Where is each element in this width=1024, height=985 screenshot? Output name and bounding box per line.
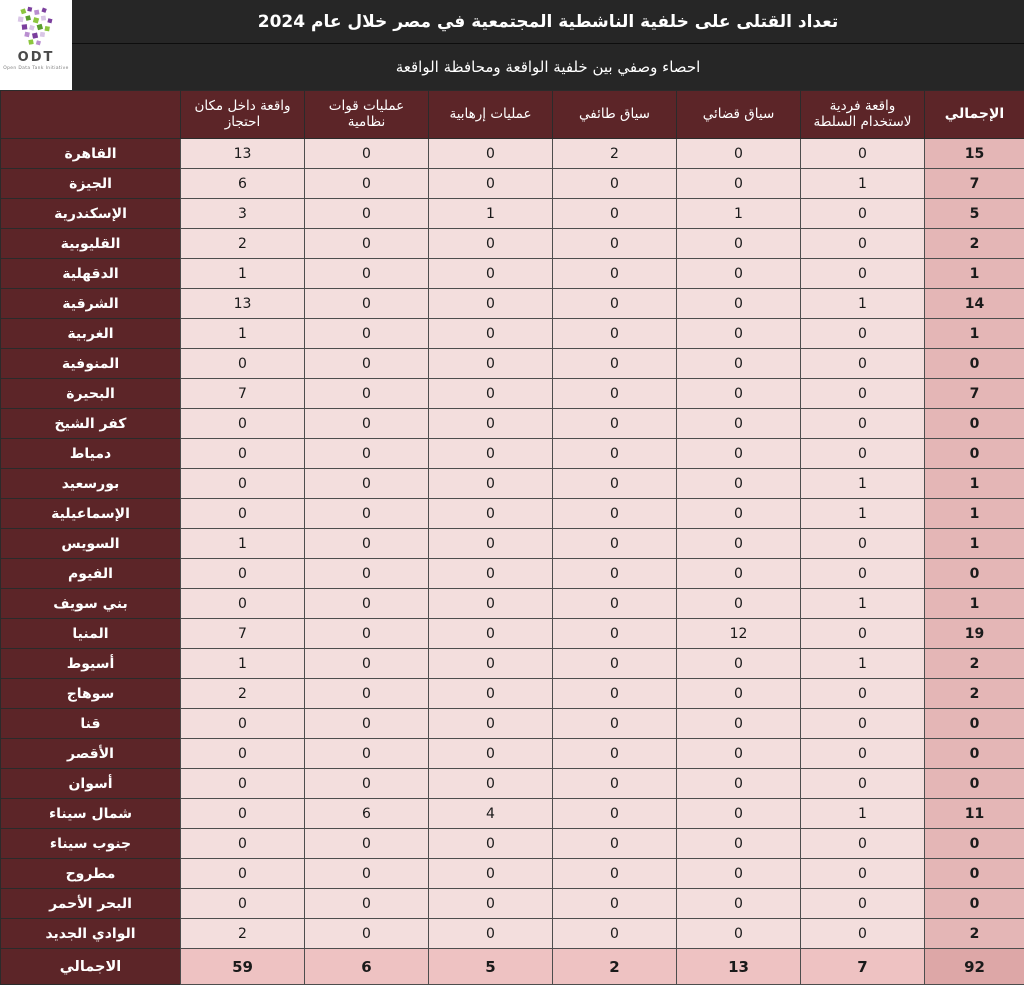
cell-individual-authority: 0 bbox=[801, 859, 925, 889]
cell-judicial: 0 bbox=[677, 529, 801, 559]
cell-governorate-name: دمياط bbox=[1, 439, 181, 469]
cell-regular-forces: 0 bbox=[305, 829, 429, 859]
cell-judicial: 0 bbox=[677, 439, 801, 469]
table-row bbox=[1, 859, 1024, 889]
total-cell-judicial: 13 bbox=[677, 949, 801, 985]
cell-regular-forces: 0 bbox=[305, 919, 429, 949]
cell-governorate-name: الدقهلية bbox=[1, 259, 181, 289]
column-header-terrorist: عمليات إرهابية bbox=[429, 91, 553, 139]
cell-individual-authority: 0 bbox=[801, 739, 925, 769]
cell-total: 1 bbox=[925, 259, 1024, 289]
cell-judicial: 0 bbox=[677, 559, 801, 589]
cell-sectarian: 0 bbox=[553, 649, 677, 679]
cell-individual-authority: 1 bbox=[801, 589, 925, 619]
cell-individual-authority: 0 bbox=[801, 259, 925, 289]
cell-terrorist: 0 bbox=[429, 919, 553, 949]
column-header-sectarian: سياق طائفي bbox=[553, 91, 677, 139]
cell-sectarian: 0 bbox=[553, 409, 677, 439]
cell-governorate-name: الإسماعيلية bbox=[1, 499, 181, 529]
cell-total: 1 bbox=[925, 319, 1024, 349]
table-row bbox=[1, 529, 1024, 559]
table-row bbox=[1, 259, 1024, 289]
cell-judicial: 0 bbox=[677, 769, 801, 799]
cell-terrorist: 0 bbox=[429, 439, 553, 469]
cell-sectarian: 0 bbox=[553, 349, 677, 379]
cell-total: 0 bbox=[925, 409, 1024, 439]
cell-total: 2 bbox=[925, 679, 1024, 709]
total-cell-regular-forces: 6 bbox=[305, 949, 429, 985]
cell-total: 7 bbox=[925, 169, 1024, 199]
cell-regular-forces: 0 bbox=[305, 619, 429, 649]
table-row bbox=[1, 349, 1024, 379]
cell-judicial: 0 bbox=[677, 859, 801, 889]
cell-in-detention: 0 bbox=[181, 829, 305, 859]
cell-governorate-name: قنا bbox=[1, 709, 181, 739]
cell-terrorist: 0 bbox=[429, 769, 553, 799]
cell-individual-authority: 0 bbox=[801, 439, 925, 469]
cell-sectarian: 0 bbox=[553, 319, 677, 349]
cell-total: 0 bbox=[925, 889, 1024, 919]
cell-in-detention: 0 bbox=[181, 889, 305, 919]
cell-total: 0 bbox=[925, 829, 1024, 859]
cell-total: 2 bbox=[925, 919, 1024, 949]
table-row bbox=[1, 169, 1024, 199]
table-row bbox=[1, 799, 1024, 829]
cell-in-detention: 0 bbox=[181, 409, 305, 439]
table-row bbox=[1, 589, 1024, 619]
cell-judicial: 0 bbox=[677, 649, 801, 679]
cell-terrorist: 0 bbox=[429, 589, 553, 619]
cell-sectarian: 0 bbox=[553, 859, 677, 889]
cell-individual-authority: 0 bbox=[801, 139, 925, 169]
table-header bbox=[1, 91, 1024, 139]
table-row bbox=[1, 379, 1024, 409]
cell-judicial: 0 bbox=[677, 919, 801, 949]
table-row bbox=[1, 739, 1024, 769]
column-header-regular-forces: عمليات قوات نظامية bbox=[305, 91, 429, 139]
cell-terrorist: 0 bbox=[429, 859, 553, 889]
cell-judicial: 0 bbox=[677, 799, 801, 829]
cell-in-detention: 0 bbox=[181, 589, 305, 619]
cell-sectarian: 0 bbox=[553, 799, 677, 829]
cell-regular-forces: 0 bbox=[305, 709, 429, 739]
cell-individual-authority: 1 bbox=[801, 499, 925, 529]
cell-total: 0 bbox=[925, 709, 1024, 739]
table-footer bbox=[1, 949, 1024, 985]
table-body bbox=[1, 139, 1024, 949]
cell-individual-authority: 0 bbox=[801, 679, 925, 709]
cell-in-detention: 0 bbox=[181, 499, 305, 529]
cell-governorate-name: شمال سيناء bbox=[1, 799, 181, 829]
cell-governorate-name: القاهرة bbox=[1, 139, 181, 169]
cell-in-detention: 13 bbox=[181, 139, 305, 169]
cell-in-detention: 0 bbox=[181, 469, 305, 499]
killings-by-governorate-table bbox=[0, 90, 1024, 985]
odt-logo bbox=[0, 0, 72, 90]
table-row bbox=[1, 469, 1024, 499]
cell-regular-forces: 0 bbox=[305, 199, 429, 229]
cell-terrorist: 0 bbox=[429, 499, 553, 529]
cell-individual-authority: 0 bbox=[801, 709, 925, 739]
cell-regular-forces: 0 bbox=[305, 649, 429, 679]
cell-judicial: 0 bbox=[677, 349, 801, 379]
cell-governorate-name: بورسعيد bbox=[1, 469, 181, 499]
cell-in-detention: 0 bbox=[181, 769, 305, 799]
cell-in-detention: 3 bbox=[181, 199, 305, 229]
cell-in-detention: 1 bbox=[181, 319, 305, 349]
cell-in-detention: 7 bbox=[181, 619, 305, 649]
cell-governorate-name: جنوب سيناء bbox=[1, 829, 181, 859]
cell-judicial: 0 bbox=[677, 169, 801, 199]
cell-total: 1 bbox=[925, 529, 1024, 559]
cell-governorate-name: البحيرة bbox=[1, 379, 181, 409]
cell-total: 0 bbox=[925, 559, 1024, 589]
cell-in-detention: 2 bbox=[181, 229, 305, 259]
cell-governorate-name: السويس bbox=[1, 529, 181, 559]
cell-sectarian: 0 bbox=[553, 769, 677, 799]
cell-judicial: 0 bbox=[677, 409, 801, 439]
cell-sectarian: 0 bbox=[553, 439, 677, 469]
cell-in-detention: 2 bbox=[181, 919, 305, 949]
cell-individual-authority: 0 bbox=[801, 889, 925, 919]
cell-governorate-name: الغربية bbox=[1, 319, 181, 349]
cell-sectarian: 0 bbox=[553, 199, 677, 229]
cell-governorate-name: الفيوم bbox=[1, 559, 181, 589]
cell-governorate-name: مطروح bbox=[1, 859, 181, 889]
table-row bbox=[1, 709, 1024, 739]
cell-regular-forces: 0 bbox=[305, 379, 429, 409]
subtitle-band bbox=[0, 44, 1024, 90]
cell-terrorist: 0 bbox=[429, 349, 553, 379]
cell-judicial: 12 bbox=[677, 619, 801, 649]
cell-terrorist: 0 bbox=[429, 679, 553, 709]
cell-judicial: 0 bbox=[677, 889, 801, 919]
cell-regular-forces: 0 bbox=[305, 739, 429, 769]
column-header-in-detention: واقعة داخل مكان احتجاز bbox=[181, 91, 305, 139]
table-row bbox=[1, 289, 1024, 319]
odt-tagline: Open Data Tank Initiative bbox=[3, 66, 69, 71]
cell-sectarian: 0 bbox=[553, 619, 677, 649]
cell-sectarian: 0 bbox=[553, 229, 677, 259]
cell-terrorist: 0 bbox=[429, 529, 553, 559]
table-row bbox=[1, 319, 1024, 349]
cell-regular-forces: 0 bbox=[305, 559, 429, 589]
cell-terrorist: 0 bbox=[429, 139, 553, 169]
cell-sectarian: 2 bbox=[553, 139, 677, 169]
cell-regular-forces: 0 bbox=[305, 859, 429, 889]
cell-judicial: 1 bbox=[677, 199, 801, 229]
cell-governorate-name: القليوبية bbox=[1, 229, 181, 259]
cell-total: 15 bbox=[925, 139, 1024, 169]
cell-regular-forces: 0 bbox=[305, 679, 429, 709]
cell-sectarian: 0 bbox=[553, 289, 677, 319]
total-cell-sectarian: 2 bbox=[553, 949, 677, 985]
column-header-judicial: سياق قضائي bbox=[677, 91, 801, 139]
cell-judicial: 0 bbox=[677, 829, 801, 859]
cell-terrorist: 0 bbox=[429, 889, 553, 919]
cell-in-detention: 0 bbox=[181, 559, 305, 589]
cell-terrorist: 4 bbox=[429, 799, 553, 829]
cell-regular-forces: 0 bbox=[305, 289, 429, 319]
title-band bbox=[0, 0, 1024, 44]
cell-terrorist: 0 bbox=[429, 169, 553, 199]
table-row bbox=[1, 229, 1024, 259]
cell-regular-forces: 0 bbox=[305, 769, 429, 799]
cell-total: 14 bbox=[925, 289, 1024, 319]
cell-judicial: 0 bbox=[677, 589, 801, 619]
page-subtitle: احصاء وصفي بين خلفية الواقعة ومحافظة الواقعة bbox=[72, 44, 1024, 90]
cell-judicial: 0 bbox=[677, 319, 801, 349]
cell-regular-forces: 0 bbox=[305, 169, 429, 199]
total-cell-in-detention: 59 bbox=[181, 949, 305, 985]
cell-in-detention: 0 bbox=[181, 739, 305, 769]
cell-regular-forces: 0 bbox=[305, 439, 429, 469]
cell-governorate-name: الشرقية bbox=[1, 289, 181, 319]
cell-sectarian: 0 bbox=[553, 379, 677, 409]
cell-terrorist: 0 bbox=[429, 289, 553, 319]
cell-governorate-name: سوهاج bbox=[1, 679, 181, 709]
cell-governorate-name: الإسكندرية bbox=[1, 199, 181, 229]
cell-in-detention: 0 bbox=[181, 709, 305, 739]
cell-in-detention: 1 bbox=[181, 649, 305, 679]
cell-total: 1 bbox=[925, 469, 1024, 499]
table-row bbox=[1, 829, 1024, 859]
cell-sectarian: 0 bbox=[553, 829, 677, 859]
cell-terrorist: 0 bbox=[429, 829, 553, 859]
cell-individual-authority: 0 bbox=[801, 919, 925, 949]
cell-individual-authority: 0 bbox=[801, 409, 925, 439]
cell-in-detention: 0 bbox=[181, 439, 305, 469]
cell-in-detention: 1 bbox=[181, 529, 305, 559]
cell-total: 0 bbox=[925, 769, 1024, 799]
cell-in-detention: 2 bbox=[181, 679, 305, 709]
cell-sectarian: 0 bbox=[553, 679, 677, 709]
cell-terrorist: 0 bbox=[429, 229, 553, 259]
cell-regular-forces: 0 bbox=[305, 229, 429, 259]
cell-individual-authority: 0 bbox=[801, 619, 925, 649]
cell-total: 0 bbox=[925, 859, 1024, 889]
cell-regular-forces: 0 bbox=[305, 259, 429, 289]
table-row bbox=[1, 619, 1024, 649]
cell-governorate-name: المنوفية bbox=[1, 349, 181, 379]
cell-in-detention: 13 bbox=[181, 289, 305, 319]
cell-judicial: 0 bbox=[677, 139, 801, 169]
cell-individual-authority: 0 bbox=[801, 349, 925, 379]
cell-in-detention: 6 bbox=[181, 169, 305, 199]
cell-sectarian: 0 bbox=[553, 499, 677, 529]
cell-total: 19 bbox=[925, 619, 1024, 649]
cell-judicial: 0 bbox=[677, 469, 801, 499]
table-row bbox=[1, 649, 1024, 679]
cell-regular-forces: 0 bbox=[305, 589, 429, 619]
cell-sectarian: 0 bbox=[553, 469, 677, 499]
cell-governorate-name: البحر الأحمر bbox=[1, 889, 181, 919]
cell-governorate-name: أسيوط bbox=[1, 649, 181, 679]
cell-regular-forces: 0 bbox=[305, 409, 429, 439]
cell-total: 0 bbox=[925, 349, 1024, 379]
cell-individual-authority: 0 bbox=[801, 529, 925, 559]
cell-sectarian: 0 bbox=[553, 259, 677, 289]
cell-judicial: 0 bbox=[677, 739, 801, 769]
cell-sectarian: 0 bbox=[553, 889, 677, 919]
cell-terrorist: 0 bbox=[429, 709, 553, 739]
cell-regular-forces: 0 bbox=[305, 349, 429, 379]
column-header-total: الإجمالي bbox=[925, 91, 1024, 139]
cell-governorate-name: المنيا bbox=[1, 619, 181, 649]
cell-regular-forces: 0 bbox=[305, 139, 429, 169]
cell-governorate-name: الأقصر bbox=[1, 739, 181, 769]
cell-total: 2 bbox=[925, 649, 1024, 679]
cell-governorate-name: كفر الشيخ bbox=[1, 409, 181, 439]
cell-terrorist: 0 bbox=[429, 259, 553, 289]
total-row-label: الاجمالي bbox=[1, 949, 181, 985]
cell-total: 1 bbox=[925, 499, 1024, 529]
table-row bbox=[1, 139, 1024, 169]
cell-terrorist: 0 bbox=[429, 559, 553, 589]
cell-regular-forces: 6 bbox=[305, 799, 429, 829]
cell-terrorist: 0 bbox=[429, 619, 553, 649]
cell-individual-authority: 1 bbox=[801, 169, 925, 199]
cell-total: 7 bbox=[925, 379, 1024, 409]
cell-in-detention: 1 bbox=[181, 259, 305, 289]
cell-terrorist: 0 bbox=[429, 469, 553, 499]
odt-cube-cluster-icon bbox=[12, 4, 60, 50]
cell-individual-authority: 0 bbox=[801, 319, 925, 349]
cell-sectarian: 0 bbox=[553, 169, 677, 199]
cell-total: 5 bbox=[925, 199, 1024, 229]
cell-judicial: 0 bbox=[677, 679, 801, 709]
cell-terrorist: 0 bbox=[429, 319, 553, 349]
table-row bbox=[1, 439, 1024, 469]
cell-governorate-name: بني سويف bbox=[1, 589, 181, 619]
cell-individual-authority: 0 bbox=[801, 559, 925, 589]
cell-regular-forces: 0 bbox=[305, 319, 429, 349]
cell-sectarian: 0 bbox=[553, 709, 677, 739]
cell-total: 1 bbox=[925, 589, 1024, 619]
cell-judicial: 0 bbox=[677, 379, 801, 409]
cell-judicial: 0 bbox=[677, 289, 801, 319]
cell-individual-authority: 1 bbox=[801, 289, 925, 319]
cell-individual-authority: 0 bbox=[801, 199, 925, 229]
cell-regular-forces: 0 bbox=[305, 469, 429, 499]
table-row bbox=[1, 679, 1024, 709]
cell-judicial: 0 bbox=[677, 229, 801, 259]
cell-individual-authority: 1 bbox=[801, 649, 925, 679]
column-header-individual-authority: واقعة فردية لاستخدام السلطة bbox=[801, 91, 925, 139]
cell-sectarian: 0 bbox=[553, 919, 677, 949]
cell-total: 0 bbox=[925, 739, 1024, 769]
cell-judicial: 0 bbox=[677, 499, 801, 529]
cell-in-detention: 0 bbox=[181, 859, 305, 889]
cell-regular-forces: 0 bbox=[305, 499, 429, 529]
header-row bbox=[1, 91, 1024, 139]
table-row bbox=[1, 559, 1024, 589]
cell-regular-forces: 0 bbox=[305, 889, 429, 919]
table-row bbox=[1, 199, 1024, 229]
cell-sectarian: 0 bbox=[553, 589, 677, 619]
cell-terrorist: 0 bbox=[429, 649, 553, 679]
cell-in-detention: 7 bbox=[181, 379, 305, 409]
cell-governorate-name: أسوان bbox=[1, 769, 181, 799]
table-total-row bbox=[1, 949, 1024, 985]
cell-sectarian: 0 bbox=[553, 739, 677, 769]
cell-terrorist: 0 bbox=[429, 739, 553, 769]
table-row bbox=[1, 409, 1024, 439]
page-title: تعداد القتلى على خلفية الناشطية المجتمعية في مصر خلال عام 2024 bbox=[72, 0, 1024, 43]
cell-individual-authority: 1 bbox=[801, 469, 925, 499]
cell-total: 0 bbox=[925, 439, 1024, 469]
cell-governorate-name: الجيزة bbox=[1, 169, 181, 199]
cell-regular-forces: 0 bbox=[305, 529, 429, 559]
table-row bbox=[1, 499, 1024, 529]
cell-governorate-name: الوادي الجديد bbox=[1, 919, 181, 949]
cell-total: 2 bbox=[925, 229, 1024, 259]
table-row bbox=[1, 919, 1024, 949]
cell-in-detention: 0 bbox=[181, 349, 305, 379]
cell-individual-authority: 0 bbox=[801, 769, 925, 799]
cell-terrorist: 0 bbox=[429, 409, 553, 439]
cell-in-detention: 0 bbox=[181, 799, 305, 829]
cell-sectarian: 0 bbox=[553, 529, 677, 559]
cell-individual-authority: 0 bbox=[801, 829, 925, 859]
cell-terrorist: 0 bbox=[429, 379, 553, 409]
column-header-governorate bbox=[1, 91, 181, 139]
total-cell-individual-authority: 7 bbox=[801, 949, 925, 985]
total-cell-terrorist: 5 bbox=[429, 949, 553, 985]
cell-total: 11 bbox=[925, 799, 1024, 829]
cell-individual-authority: 0 bbox=[801, 229, 925, 259]
odt-wordmark: ODT bbox=[18, 51, 55, 64]
cell-individual-authority: 0 bbox=[801, 379, 925, 409]
cell-terrorist: 1 bbox=[429, 199, 553, 229]
cell-sectarian: 0 bbox=[553, 559, 677, 589]
total-cell-total: 92 bbox=[925, 949, 1024, 985]
cell-individual-authority: 1 bbox=[801, 799, 925, 829]
table-row bbox=[1, 889, 1024, 919]
table-row bbox=[1, 769, 1024, 799]
cell-judicial: 0 bbox=[677, 709, 801, 739]
cell-judicial: 0 bbox=[677, 259, 801, 289]
